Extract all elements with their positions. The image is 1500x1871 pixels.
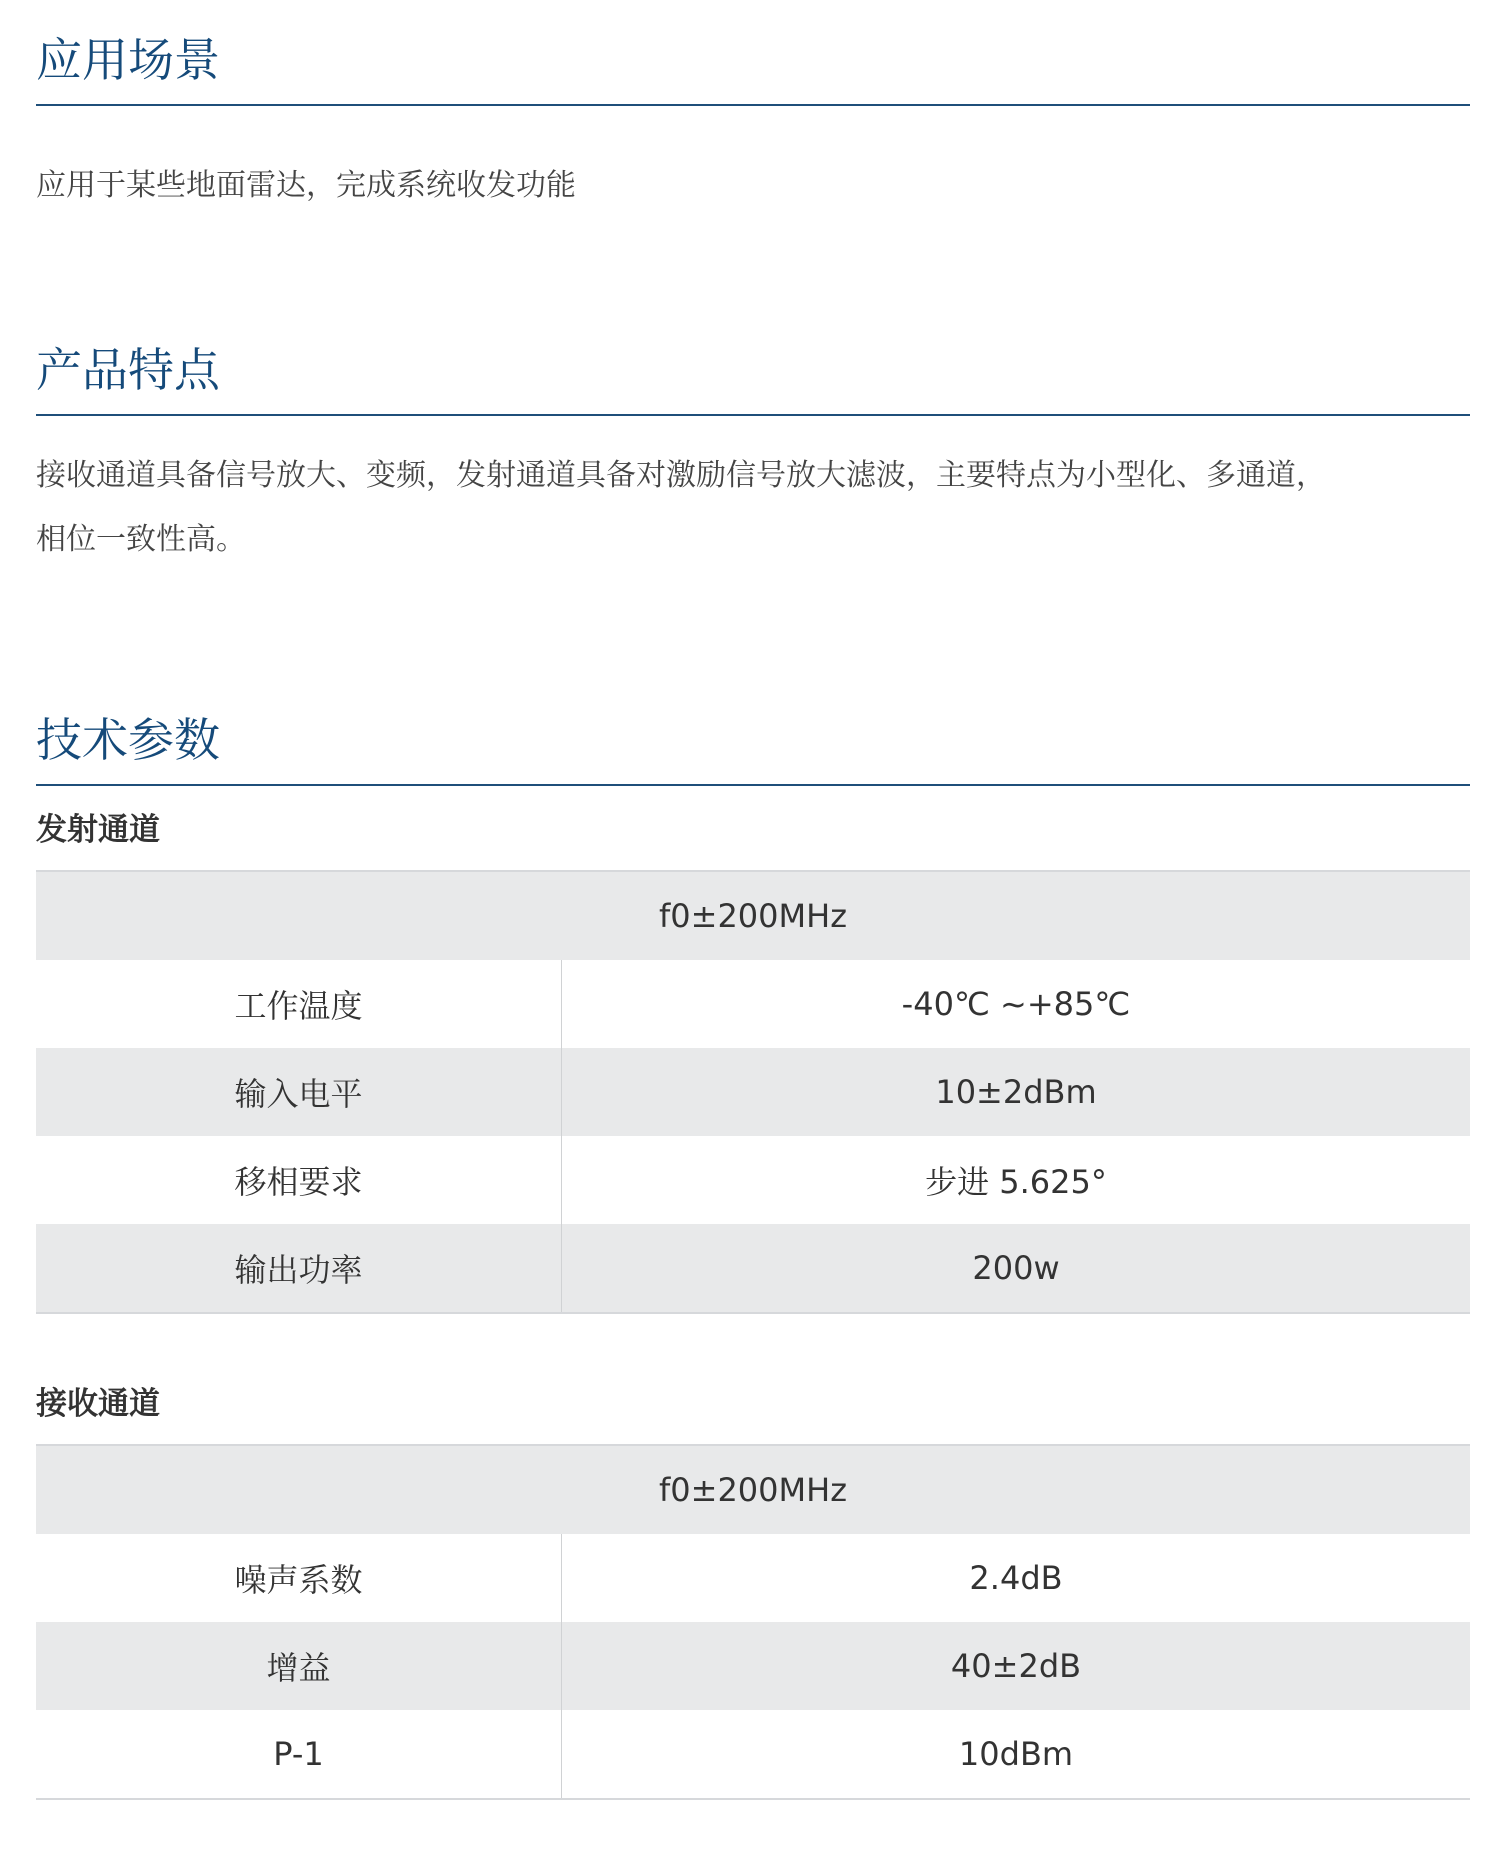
features-section [36,310,1470,572]
table-row [36,1534,1470,1622]
receive-header-row [36,1445,1470,1534]
row-label: 输出功率 [36,1224,562,1313]
specs-heading: 技术参数 [36,680,1470,786]
features-text-line2: 相位一致性高。 [36,522,246,557]
row-label: 增益 [36,1622,562,1710]
receive-subtitle: 接收通道 [36,1386,160,1422]
row-label: 噪声系数 [36,1534,562,1622]
row-value: 40±2dB [562,1622,1471,1710]
row-value: -40℃ ~+85℃ [901,985,1131,1023]
features-text-line1: 接收通道具备信号放大、变频，发射通道具备对激励信号放大滤波，主要特点为小型化、多通道， [36,458,1326,493]
row-value: 2.4dB [969,1559,1063,1597]
transmit-subtitle: 发射通道 [36,812,160,848]
row-label: 输入电平 [36,1048,562,1136]
transmit-table [36,870,1470,1314]
table-row [36,1136,1470,1224]
table-row [36,960,1470,1048]
scenario-heading: 应用场景 [36,0,1470,106]
row-label: P-1 [36,1710,562,1799]
table-row [36,1048,1470,1136]
transmit-freq-cell: f0±200MHz [36,871,1470,960]
row-label: 工作温度 [36,960,562,1048]
scenario-section [36,0,1470,218]
row-label: 移相要求 [36,1136,562,1224]
receive-freq-cell: f0±200MHz [36,1445,1470,1534]
specs-section [36,680,1470,1800]
transmit-header-row [36,871,1470,960]
row-value: 10dBm [958,1735,1074,1773]
row-value: 步进 5.625° [925,1163,1107,1201]
row-value: 10±2dBm [562,1048,1471,1136]
table-row [36,1224,1470,1313]
scenario-text: 应用于某些地面雷达，完成系统收发功能 [36,168,576,203]
table-row [36,1622,1470,1710]
row-value: 200w [562,1224,1471,1313]
receive-table [36,1444,1470,1800]
features-heading: 产品特点 [36,310,1470,416]
table-row [36,1710,1470,1799]
